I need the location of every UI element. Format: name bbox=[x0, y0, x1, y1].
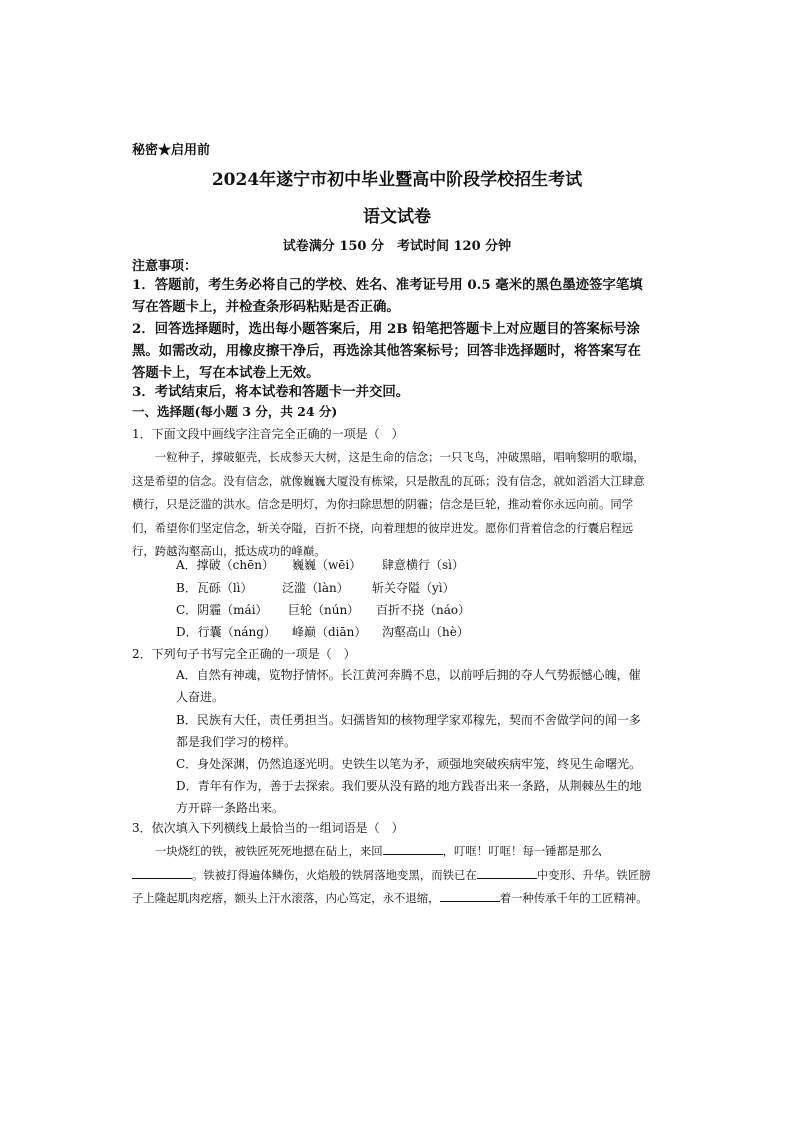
notice-item-2: 2．回答选择题时，选出每小题答案后，用 2B 铅笔把答题卡上对应题目的答案标号涂黑。如需改动，用橡皮擦干净后，再选涂其他答案标号；回答非选择题时，将答案写在答题卡上，写在本试卷上无效。 bbox=[132, 321, 641, 381]
subject-title: 语文试卷 bbox=[363, 207, 431, 227]
q2-option-d: D．青年有作为，善于去探索。我们要从没有路的地方践沓出来一条路，从荆棘丛生的地方开辟一条路出来。 bbox=[176, 779, 642, 815]
q1-option-b-2: 泛滥（làn） bbox=[282, 581, 349, 595]
notice-heading: 注意事项： bbox=[132, 259, 198, 274]
q1-stem: 1．下面文段中画线字注音完全正确的一项是（ ） bbox=[132, 427, 404, 441]
q1-option-a-1: A．撑破（chēn） bbox=[176, 558, 274, 572]
q3-blank-4 bbox=[440, 889, 500, 902]
secret-label: 秘密★启用前 bbox=[132, 143, 211, 158]
q3-text-3: 。铁被打得遍体鳞伤，火焰般的铁屑落地变黑，而铁已在 bbox=[192, 867, 477, 882]
q1-option-d-1: D．行囊（náng） bbox=[176, 625, 276, 639]
section-heading: 一、选择题(每小题 3 分，共 24 分) bbox=[132, 404, 338, 419]
q1-option-c-2: 巨轮（nún） bbox=[288, 603, 360, 617]
q3-text-5: 着一种传承千年的工匠精神。 bbox=[499, 891, 648, 905]
q3-text-4: 中变形、升华。铁匠膀子上隆起肌肉疙瘩，额头上汗水滚落，内心笃定，永不退缩， bbox=[132, 867, 651, 905]
q2-option-c: C．身处深渊，仍然追逐光明。史铁生以笔为矛，顽强地突破疾病牢笼，终见生命曙光。 bbox=[176, 757, 642, 771]
notice-item-3: 3．考试结束后，将本试卷和答题卡一并交回。 bbox=[132, 384, 410, 400]
q1-option-b-1: B．瓦砾（lì） bbox=[176, 581, 253, 595]
q3-blank-2 bbox=[132, 866, 192, 879]
q3-text-1: 一块烧红的铁，被铁匠死死地摁在砧上，来回 bbox=[154, 844, 383, 858]
q1-option-d-2: 峰巅（diān） bbox=[292, 625, 367, 639]
q1-option-a-2: 巍巍（wēi） bbox=[292, 558, 362, 572]
q2-stem: 2．下列句子书写完全正确的一项是（ ） bbox=[132, 647, 356, 661]
q3-stem: 3．依次填入下列横线上最恰当的一组词语是（ ） bbox=[132, 821, 404, 835]
q1-option-a-3: 肆意横行（sì） bbox=[382, 558, 464, 572]
q3-passage bbox=[132, 840, 654, 911]
q1-option-c-1: C．阴霾（mái） bbox=[176, 603, 268, 617]
notice-item-1: 1．答题前，考生务必将自己的学校、姓名、准考证号用 0.5 毫米的黑色墨迹签字笔填写在答题卡上，并检查条形码粘贴是否正确。 bbox=[132, 277, 643, 315]
q3-blank-1 bbox=[383, 842, 443, 855]
q2-option-a: A．自然有神魂，览物抒情怀。长江黄河奔腾不息，以前呼后拥的夺人气势振憾心魄，催人奋进。 bbox=[176, 668, 641, 704]
q1-option-d-3: 沟壑高山（hè） bbox=[382, 625, 469, 639]
q1-option-b-3: 斩关夺隘（yì） bbox=[372, 581, 455, 595]
exam-title: 2024年遂宁市初中毕业暨高中阶段学校招生考试 bbox=[211, 170, 583, 190]
q3-blank-3 bbox=[477, 866, 537, 879]
exam-info: 试卷满分 150 分 考试时间 120 分钟 bbox=[282, 239, 512, 254]
q3-text-2: ，叮哐！叮哐！每一锤都是那么 bbox=[442, 844, 603, 858]
q1-passage: 一粒种子，撑破躯壳，长成参天大树，这是生命的信念；一只飞鸟，冲破黑暗，唱响黎明的歌塌，这是希望的信念。没有信念，就像巍巍大厦没有栋梁，只是散乱的瓦砾；没有信念，就如滔滔大江肆意横行，只是泛滥的洪水。信念是明灯，为你扫除思想的阴霾；信念是巨轮，推动着你永远向前。同学们，希望你们坚定信念，斩关夺隘，百折不挠，向着理想的彼岸进发。愿你们背着信念的行囊启程远行，跨越沟壑高山，抵达成功的峰巅。 bbox=[132, 450, 645, 558]
q2-option-b: B．民族有大任，责任勇担当。妇孺皆知的核物理学家邓稼先，契而不舍做学问的闻一多都是我们学习的榜样。 bbox=[176, 713, 641, 749]
q1-option-c-3: 百折不挠（náo） bbox=[376, 603, 471, 617]
